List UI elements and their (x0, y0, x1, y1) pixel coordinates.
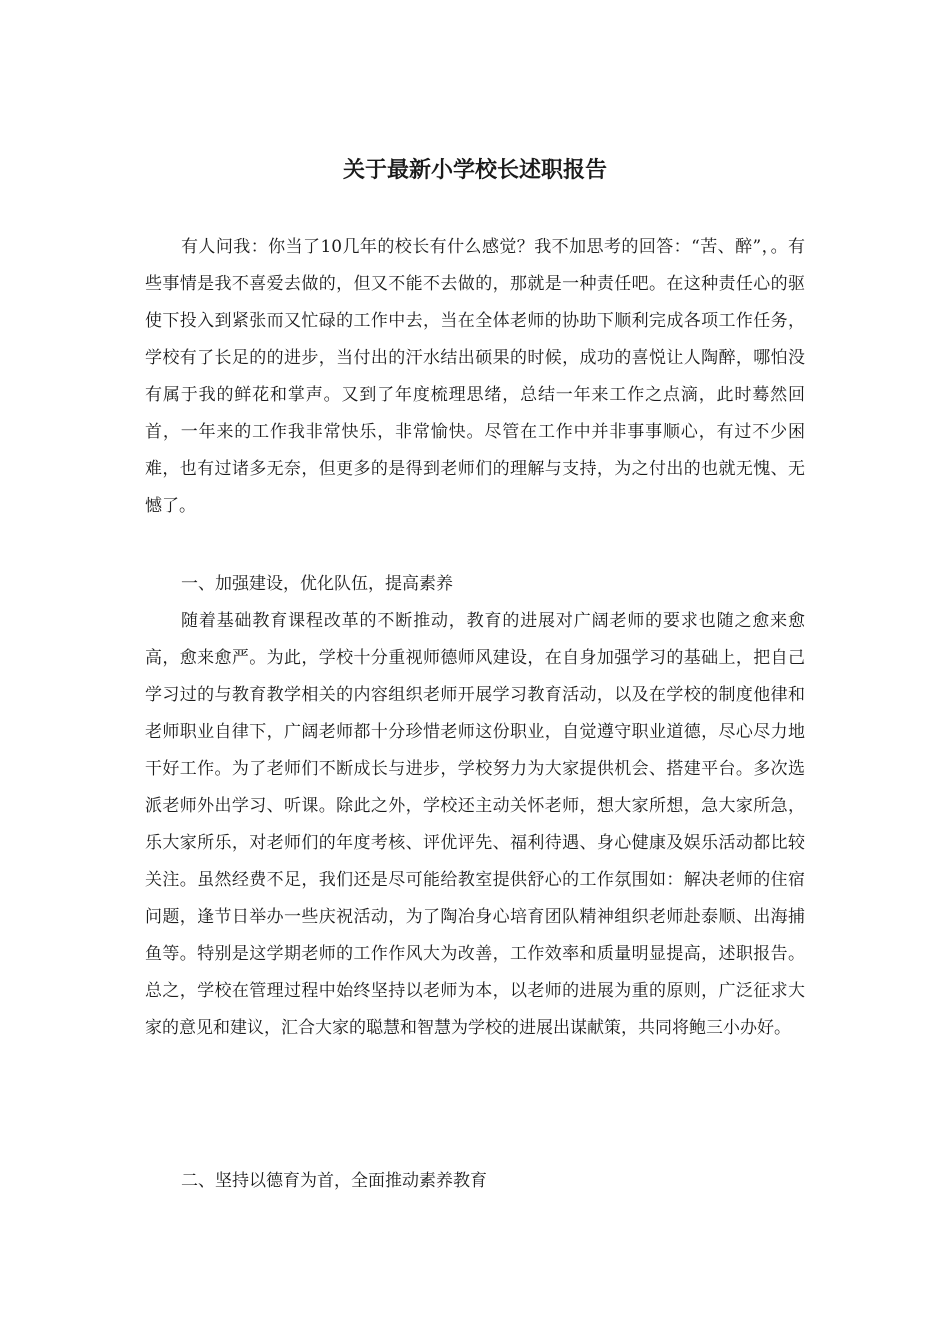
section-1-heading: 一、加强建设，优化队伍，提高素养 (181, 574, 453, 594)
intro-paragraph: 有人问我：你当了10几年的校长有什么感觉？我不加思考的回答：“苦、醉”，。有些事情是我不喜爱去做的，但又不能不去做的，那就是一种责任吧。在这种责任心的驱使下投入到紧张而又忙碌的工作中去，当在全体老师的协助下顺利完成各项工作任务，学校有了长足的的进步，当付出的汗水结出硕果的时候，成功的喜悦让人陶醉，哪怕没有属于我的鲜花和掌声。又到了年度梳理思绪，总结一年来工作之点滴，此时蓦然回首，一年来的工作我非常快乐，非常愉快。尽管在工作中并非事事顺心，有过不少困难，也有过诸多无奈，但更多的是得到老师们的理解与支持，为之付出的也就无愧、无憾了。 (145, 237, 805, 516)
section-2-heading: 二、坚持以德育为首，全面推动素养教育 (181, 1171, 487, 1191)
section-1-paragraph: 随着基础教育课程改革的不断推动，教育的进展对广阔老师的要求也随之愈来愈高，愈来愈严。为此，学校十分重视师德师风建设，在自身加强学习的基础上，把自己学习过的与教育教学相关的内容组织老师开展学习教育活动，以及在学校的制度他律和老师职业自律下，广阔老师都十分珍惜老师这份职业，自觉遵守职业道德，尽心尽力地干好工作。为了老师们不断成长与进步，学校努力为大家提供机会、搭建平台。多次选派老师外出学习、听课。除此之外，学校还主动关怀老师，想大家所想，急大家所急，乐大家所乐，对老师们的年度考核、评优评先、福利待遇、身心健康及娱乐活动都比较关注。虽然经费不足，我们还是尽可能给教室提供舒心的工作氛围如：解决老师的住宿问题，逢节日举办一些庆祝活动，为了陶冶身心培育团队精神组织老师赴泰顺、出海捕鱼等。特别是这学期老师的工作作风大为改善，工作效率和质量明显提高，述职报告。总之，学校在管理过程中始终坚持以老师为本，以老师的进展为重的原则，广泛征求大家的意见和建议，汇合大家的聪慧和智慧为学校的进展出谋献策，共同将鲍三小办好。 (145, 611, 805, 1038)
document-title: 关于最新小学校长述职报告 (342, 158, 607, 183)
